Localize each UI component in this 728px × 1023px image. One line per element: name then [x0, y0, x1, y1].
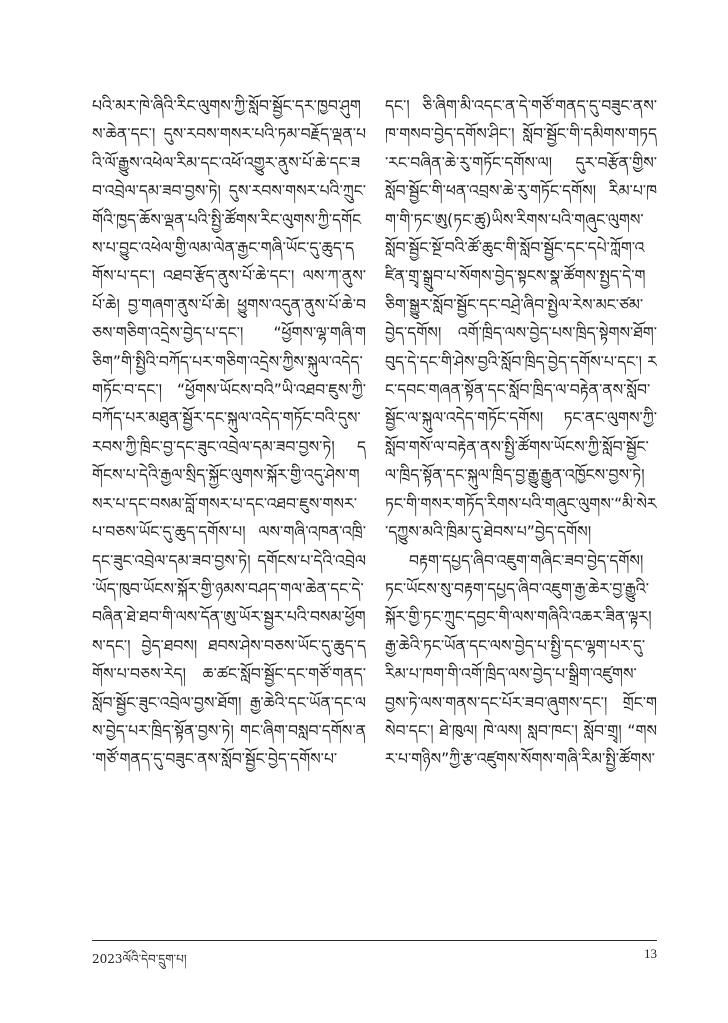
- page-number: 13: [644, 946, 657, 961]
- text-column-left: [92, 92, 366, 932]
- paragraph: དང་། ཅི་ཞིག་མི་འདང་ན་དེ་གཙོ་གནད་དུ་བཟུང་ནས་ཁ་གསབ་བྱེད་དགོས་ཤིང་། སློབ་སྦྱོང་གི་དམིགས་གཏད་རང་བཞིན་ཆེ་རུ་གཏོང་དགོས་ལ། དུར་བརྩོན་གྱིས་སློབ་སྦྱོང་གི་ཕན་འབྲས་ཆེ་རུ་གཏོང་དགོས། རིམ་པ་ཁག་གི་ཏང་ཨུ(ཏང་ཚུ)ཡིས་རིགས་པའི་གཞུང་ལུགས་སློབ་སྦྱོང་སྔོ་བའི་ཚོ་ཆུང་གི་སློབ་སྦྱོང་དང་དཔེ་ཀློག་འཛིན་གྲྭ་སྒྲུབ་པ་སོགས་བྱེད་སྟངས་སྣ་ཚོགས་སྤྱད་དེ་གཅིག་སྒྱུར་སློབ་སྦྱོང་དང་བཤྲེ་ཞིབ་སྤྱེལ་རེས་མང་ཙམ་བྱེད་དགོས། འགོ་ཁྲིད་ལས་བྱེད་པས་ཁྲིད་སྟེགས་ཐོག་བུད་དེ་དང་གི་ཤེས་བྱའི་སློབ་ཁྲིད་བྱེད་དགོས་པ་དང་། རང་དབང་གཞན་སྟོན་དང་སློབ་ཁྲིད་ལ་བརྟེན་ནས་སློབ་སྦྱོང་ལ་སྐུལ་འདེད་གཏོང་དགོས། ཏང་ནང་ལུགས་ཀྱི་སློབ་གསོ་ལ་བརྟེན་ནས་སྤྱི་ཚོགས་ཡོངས་ཀྱི་སློབ་སྦྱོང་ལ་ཁྲིད་སྟོན་དང་སྐུལ་ཁྲིད་བྱ་རྒྱུ་རྒྱུན་འཁྱོངས་བྱས་ཏེ། ཏང་གི་གསར་གཏོད་རིགས་པའི་གཞུང་ལུགས་“མི་སེར་དཀྱུས་མའི་ཁྲིམ་དུ་ཐེབས་པ”བྱེད་དགོས།: [385, 97, 657, 542]
- footer-divider: [92, 940, 657, 941]
- paragraph: བརྟག་དཔྱད་ཞིབ་འཇུག་གཞིང་ཟབ་བྱེད་དགོས། ཏང་ཡོངས་སུ་བརྟག་དཔྱད་ཞིབ་འཇུག་རྒྱ་ཆེར་བྱ་རྒྱུའི་སྐོར་གྱི་ཏང་ཀྲུང་དབྱང་གི་ལས་གཞིའི་འཆར་ཟིན་ལྟར། རྒྱ་ཆེའི་ཏང་ཡོན་དང་ལས་བྱེད་པ་སྤྱི་དང་ལྷག་པར་དུ་རིམ་པ་ཁག་གི་འགོ་ཁྲིད་ལས་བྱེད་པ་སྒྲིག་འཛུགས་བྱས་ཏེ་ལས་གནས་དང་པོར་ཟབ་ཞུགས་དང་། གྲོང་གསེབ་དང་། ཐེ་ཁུལ། ཁེ་ལས། སླབ་ཁང་། སློབ་གྲྭ། “གསར་པ་གཉིས”ཀྱི་རྩ་འཛུགས་སོགས་གཞི་རིམ་སྤྱི་ཚོགས་: [385, 551, 657, 769]
- footer-issue-label: 2023ལོའི་དེབ་དྲུག་པ།: [92, 952, 187, 966]
- text-column-right: [385, 92, 657, 932]
- paragraph: པའི་མར་ཁེ་ཞིའི་རིང་ལུགས་ཀྱི་སློབ་སྦྱོང་དར་ཁྱབ་ཤུགས་ཆེན་དང་། དུས་རབས་གསར་པའི་ཏམ་བརྗོད་ལྡན་པའི་ལོ་རྒྱུས་འཕེལ་རིམ་དང་འཕོ་འགྱུར་ནུས་པོ་ཆེ་དང་ཟབ་འབྲེལ་དམ་ཟབ་བྱས་ཏེ། དུས་རབས་གསར་པའི་ཀྲུང་གོའི་ཁྱད་ཆོས་ལྡན་པའི་སྤྱི་ཚོགས་རིང་ལུགས་ཀྱི་དགོངས་པ་བྱུང་འཕེལ་གྱི་ལམ་ལེན་རྒྱང་གཞི་ཡོང་དུ་ཆུད་དགོས་པ་དང་། འཐབ་རྩོད་ནུས་པོ་ཆེ་དང་། ལས་ཀ་ནུས་པོ་ཆེ། བྱ་གཞག་ནུས་པོ་ཆེ། ཕྱུགས་འདུན་ནུས་པོ་ཆེ་བཅས་གཅིག་འདྲེས་བྱེད་པ་དང་། “ཕྱོགས་ལྷ་གཞི་གཅིག”གི་སྤྱིའི་བཀོད་པར་གཅིག་འདྲེས་ཀྱིས་སྐུལ་འདེད་གཏོང་བ་དང་། “ཕྱོགས་ཡོངས་བའི”ཡི་འཐབ་ཇུས་ཀྱི་བཀོད་པར་མཐུན་སྦྱོར་དང་སྐུལ་འདེད་གཏོང་བའི་དུས་རབས་ཀྱི་ཁྲིང་བྱ་དང་ཟུང་འབྲེལ་དམ་ཟབ་བྱས་ཏེ། དགོངས་པ་དེའི་རྒྱལ་སྲིད་སྐྱོང་ལུགས་སྐོར་གྱི་འདུ་ཤེས་གསར་པ་དང་བསམ་བློ་གསར་པ་དང་འཐབ་ཇུས་གསར་པ་བཅས་ཡོང་དུ་ཆུད་དགོས་པ། ལས་གཞི་འཁན་འཁྲི་དང་ཟུང་འབྲེལ་དམ་ཟབ་བྱས་ཏེ། དགོངས་པ་དེའི་འབྲེལ་ཡོད་ཁུབ་ཡོངས་སྐོར་གྱི་ཉམས་བཤད་གལ་ཆེན་དང་དེ་བཞིན་ཐེ་ཐབ་གི་ལས་དོན་ཨུ་ཡོར་སྦྱར་པའི་བསམ་ཕྱོགས་དང་། བྱེད་ཐབས། ཐབས་ཤེས་བཅས་ཡོང་དུ་ཆུད་དགོས་པ་བཅས་རེད། ཆ་ཚང་སློབ་སྦྱོང་དང་གཙོ་གནད་སློབ་སྦྱོང་ཟུང་འབྲེལ་བྱས་ཐོག། རྒྱ་ཆེའི་དང་ཡོན་དང་ལས་བྱེད་པར་ཁྲིད་སྟོན་བྱས་ཏེ། གང་ཞིག་བསླབ་དགོས་ན་གཙོ་གནད་དུ་བཟུང་ནས་སློབ་སྦྱོང་བྱེད་དགོས་པ་: [92, 97, 366, 769]
